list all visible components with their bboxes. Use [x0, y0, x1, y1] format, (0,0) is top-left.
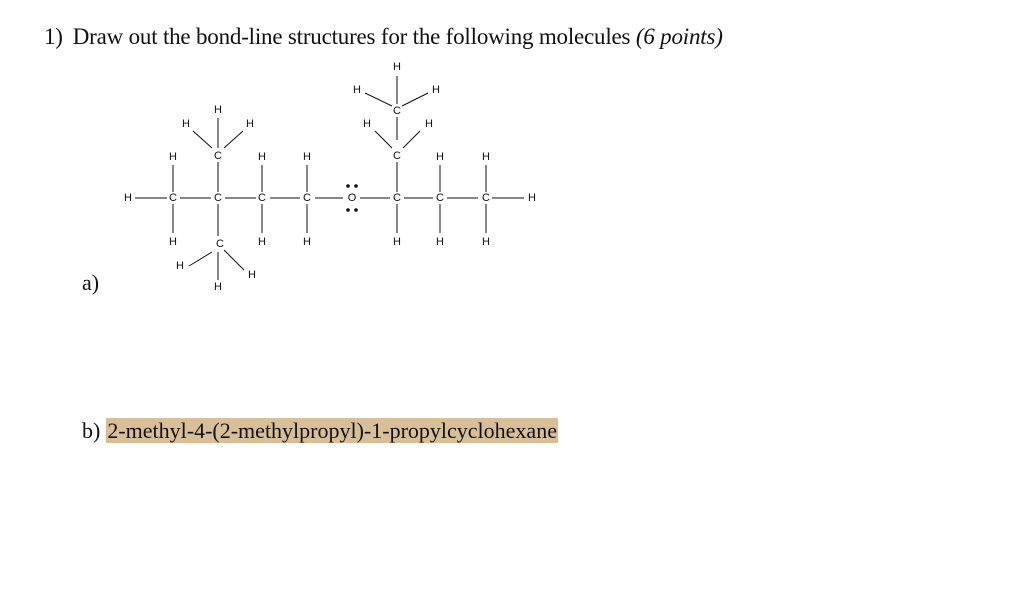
atom-h: H	[436, 150, 444, 163]
atom-h: H	[482, 150, 490, 163]
lone-pair-dot	[354, 184, 358, 188]
atom-h: H	[258, 235, 266, 248]
atom-c: C	[393, 191, 401, 204]
part-a-label: a)	[82, 270, 100, 295]
atom-c: C	[482, 191, 490, 204]
part-b-label: b)	[82, 418, 101, 443]
atom-h: H	[363, 117, 371, 130]
atom-c: C	[216, 237, 224, 250]
atom-h: H	[393, 235, 401, 248]
question-number: 1)	[44, 24, 63, 49]
atom-h: H	[246, 117, 254, 130]
bond	[403, 131, 420, 148]
atom-h: H	[432, 83, 440, 96]
lone-pair-dot	[346, 208, 350, 212]
bond	[224, 131, 243, 148]
question-points: (6 points)	[635, 24, 723, 49]
atom-h: H	[124, 191, 132, 204]
atom-c: C	[169, 191, 177, 204]
atom-h: H	[393, 60, 401, 73]
atom-o: O	[347, 191, 357, 204]
atom-c: C	[303, 191, 311, 204]
question-text: Draw out the bond-line structures for the following molecules	[72, 24, 631, 49]
part-b	[82, 418, 558, 444]
atom-c: C	[214, 191, 222, 204]
lone-pair-dot	[346, 184, 350, 188]
bond	[365, 93, 392, 106]
atom-c: C	[393, 149, 401, 162]
atom-h: H	[436, 235, 444, 248]
atom-h: H	[482, 235, 490, 248]
atom-c: C	[393, 104, 401, 117]
atom-h: H	[214, 280, 222, 293]
atom-h: H	[303, 150, 311, 163]
atom-h: H	[214, 103, 222, 116]
atom-h: H	[169, 235, 177, 248]
bond	[402, 93, 428, 106]
molecule-name: 2-methyl-4-(2-methylpropyl)-1-propylcyclohexane	[107, 418, 557, 443]
atom-h: H	[353, 83, 361, 96]
lone-pair-dot	[354, 208, 358, 212]
bond	[193, 131, 212, 148]
bond	[224, 250, 244, 270]
atom-h: H	[182, 117, 190, 130]
atom-h: H	[258, 150, 266, 163]
atom-h: H	[303, 235, 311, 248]
atom-c: C	[214, 149, 222, 162]
atom-h: H	[425, 117, 433, 130]
bond	[375, 131, 392, 148]
atom-h: H	[176, 259, 184, 272]
atom-h: H	[528, 191, 536, 204]
atom-h: H	[248, 268, 256, 281]
atom-h: H	[169, 150, 177, 163]
atom-c: C	[258, 191, 266, 204]
atom-c: C	[436, 191, 444, 204]
bond	[189, 252, 212, 266]
